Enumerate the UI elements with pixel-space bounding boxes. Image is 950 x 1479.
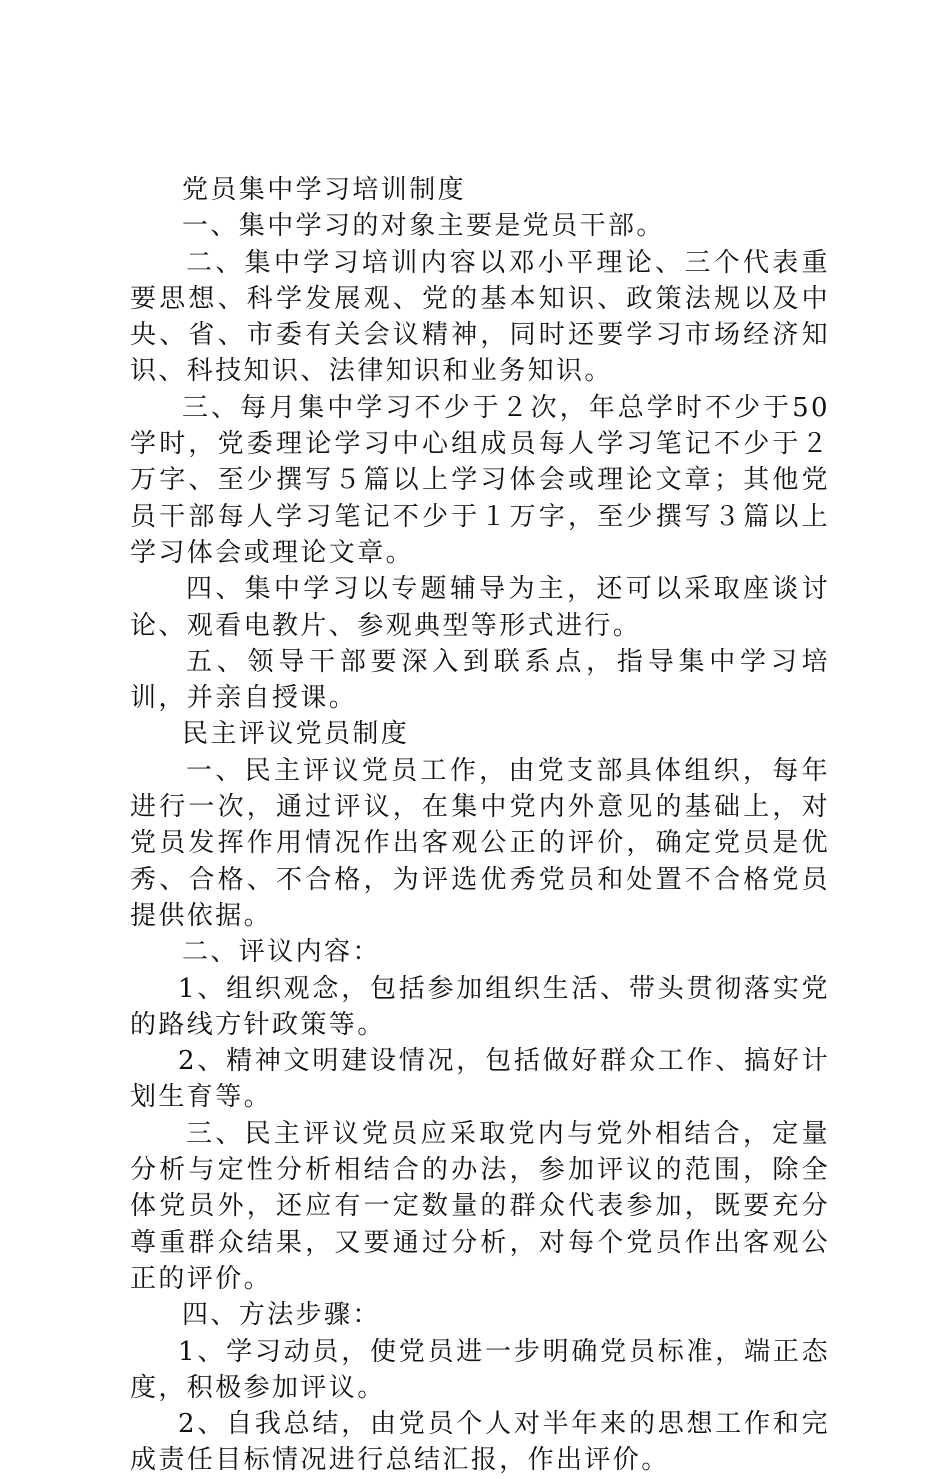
list-item: 1、学习动员，使党员进一步明确党员标准，端正态度，积极参加评议。: [130, 1336, 830, 1403]
document-body: [130, 172, 830, 1479]
paragraph: 四、集中学习以专题辅导为主，还可以采取座谈讨论、观看电教片、参观典型等形式进行。: [130, 574, 830, 641]
paragraph: 三、民主评议党员应采取党内与党外相结合，定量分析与定性分析相结合的办法，参加评议的范围，除全体党员外，还应有一定数量的群众代表参加，既要充分尊重群众结果，又要通过分析，对每个党员作出客观公正的评价。: [130, 1118, 830, 1294]
paragraph: 四、方法步骤：: [182, 1300, 381, 1331]
paragraph: 一、集中学习的对象主要是党员干部。: [182, 211, 665, 242]
paragraph: 二、集中学习培训内容以邓小平理论、三个代表重要思想、科学发展观、党的基本知识、政策法规以及中央、省、市委有关会议精神，同时还要学习市场经济知识、科技知识、法律知识和业务知识。: [130, 247, 830, 387]
list-item: 2、精神文明建设情况，包括做好群众工作、搞好计划生育等。: [130, 1046, 830, 1113]
paragraph: 三、每月集中学习不少于２次，年总学时不少于50学时，党委理论学习中心组成员每人学习笔记不少于２万字、至少撰写５篇以上学习体会或理论文章；其他党员干部每人学习笔记不少于１万字，至少撰写３篇以上学习体会或理论文章。: [130, 392, 830, 568]
section-title-study-training: 党员集中学习培训制度: [182, 175, 467, 205]
paragraph: 二、评议内容：: [182, 937, 381, 968]
paragraph: 一、民主评议党员工作，由党支部具体组织，每年进行一次，通过评议，在集中党内外意见的基础上，对党员发挥作用情况作出客观公正的评价，确定党员是优秀、合格、不合格，为评选优秀党员和处置不合格党员提供依据。: [130, 755, 830, 931]
paragraph: 五、领导干部要深入到联系点，指导集中学习培训，并亲自授课。: [130, 646, 830, 714]
section-title-democratic-evaluation: 民主评议党员制度: [182, 719, 410, 750]
list-item: 1、组织观念，包括参加组织生活、带头贯彻落实党的路线方针政策等。: [130, 973, 830, 1040]
list-item: 2、自我总结，由党员个人对半年来的思想工作和完成责任目标情况进行总结汇报，作出评价。: [130, 1409, 830, 1476]
